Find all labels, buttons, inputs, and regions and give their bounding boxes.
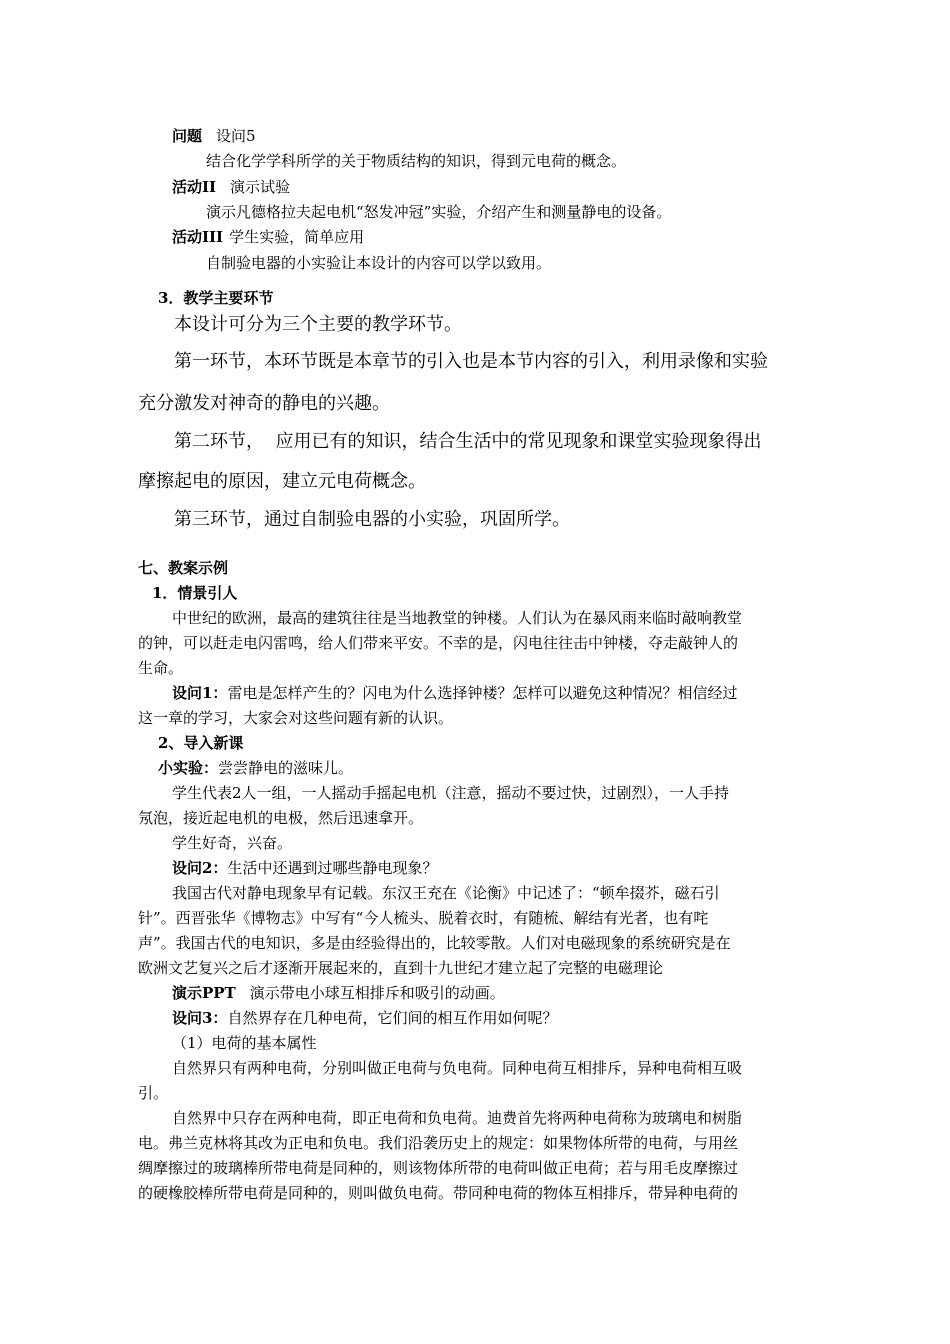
- paragraph-2-line-2: 氖泡，接近起电机的电极，然后迅速拿开。: [138, 809, 424, 827]
- question-2-text: 生活中还遇到过哪些静电现象？: [227, 859, 438, 877]
- paragraph-6-line-3: 绸摩擦过的玻璃棒所带电荷是同种的，则该物体所带的电荷叫做正电荷；若与用毛皮摩擦过: [138, 1159, 739, 1177]
- paragraph-1-line-1: 中世纪的欧洲，最高的建筑往往是当地教堂的钟楼。人们认为在暴风雨来临时敲响教堂: [172, 609, 743, 627]
- question-1-line-2: 这一章的学习，大家会对这些问题有新的认识。: [138, 709, 454, 727]
- section-3-intro: 本设计可分为三个主要的教学环节。: [174, 314, 462, 335]
- activity-2-text: 演示试验: [230, 178, 291, 196]
- paragraph-4-line-1: 我国古代对静电现象早有记载。东汉王充在《论衡》中记述了：“顿牟掇芥，磁石引: [172, 884, 720, 902]
- paragraph-5-line-2: 引。: [138, 1084, 169, 1102]
- section-7-heading: 七、教案示例: [138, 559, 229, 577]
- paragraph-4-line-2: 针”。西晋张华《博物志》中写有“今人梳头、脱着衣时，有随梳、解结有光者，也有咤: [138, 909, 709, 927]
- activity-2-body: 演示凡德格拉夫起电机“怒发冲冠”实验，介绍产生和测量静电的设备。: [206, 203, 672, 221]
- experiment-text: 尝尝静电的滋味儿。: [218, 759, 354, 777]
- question-2-label: 设问2：: [172, 859, 228, 877]
- paragraph-2-line-1: 学生代表2人一组，一人摇动手摇起电机（注意，摇动不要过快，过剧烈），一人手持: [172, 784, 730, 802]
- question-label: 问题: [172, 127, 203, 145]
- subsection-1-heading: 1．情景引人: [152, 584, 238, 602]
- paragraph-5-line-1: 自然界只有两种电荷，分别叫做正电荷与负电荷。同种电荷互相排斥，异种电荷相互吸: [172, 1059, 743, 1077]
- activity-3-line: [172, 227, 364, 247]
- question-3-line: [172, 1008, 557, 1028]
- activity-2-line: [172, 177, 290, 197]
- subsection-2-heading: 2、导入新课: [158, 734, 244, 752]
- section-3-heading: 3．教学主要环节: [158, 289, 274, 307]
- activity-3-body: 自制验电器的小实验让本设计的内容可以学以致用。: [206, 254, 552, 272]
- paragraph-4-line-4: 欧洲文艺复兴之后才逐渐开展起来的，直到十九世纪才建立起了完整的电磁理论: [138, 959, 664, 977]
- step-1-line-2: 充分激发对神奇的静电的兴趣。: [138, 393, 390, 414]
- activity-3-label: 活动III: [172, 228, 224, 246]
- paragraph-3: 学生好奇，兴奋。: [172, 834, 293, 852]
- activity-3-text: 学生实验，简单应用: [229, 228, 365, 246]
- question-1-line-1: [172, 683, 737, 703]
- paragraph-6-line-1: 自然界中只存在两种电荷，即正电荷和负电荷。迪费首先将两种电荷称为玻璃电和树脂: [172, 1109, 743, 1127]
- ppt-line: [172, 983, 505, 1003]
- question-3-text: 自然界存在几种电荷，它们间的相互作用如何呢？: [227, 1009, 558, 1027]
- step-1-line-1: 第一环节，本环节既是本章节的引入也是本节内容的引入，利用录像和实验: [174, 351, 768, 372]
- ppt-text: 演示带电小球互相排斥和吸引的动画。: [249, 984, 505, 1002]
- paragraph-6-line-2: 电。弗兰克林将其改为正电和负电。我们沿袭历史上的规定：如果物体所带的电荷，与用丝: [138, 1134, 739, 1152]
- ppt-label: 演示PPT: [172, 984, 236, 1002]
- question-1-label: 设问1：: [172, 684, 228, 702]
- paragraph-1-line-3: 生命。: [138, 659, 184, 677]
- step-3-line: 第三环节，通过自制验电器的小实验，巩固所学。: [174, 509, 570, 530]
- step-2-line-1: [174, 430, 761, 454]
- experiment-line: [158, 758, 353, 778]
- question-1-text: 雷电是怎样产生的？闪电为什么选择钟楼？怎样可以避免这种情况？相信经过: [227, 684, 738, 702]
- question-text: 设问5: [216, 127, 256, 145]
- step-2-text: 第二环节， 应用已有的知识，结合生活中的常见现象和课堂实验现象得出: [174, 431, 762, 452]
- step-2-line-2: 摩擦起电的原因，建立元电荷概念。: [138, 471, 426, 492]
- question-5-line: [172, 126, 256, 146]
- question-2-line: [172, 858, 437, 878]
- question-3-label: 设问3：: [172, 1009, 228, 1027]
- activity-2-label: 活动II: [172, 178, 217, 196]
- paragraph-1-line-2: 的钟，可以赶走电闪雷鸣，给人们带来平安。不幸的是，闪电往往击中钟楼，夺走敲钟人的: [138, 634, 739, 652]
- paragraph-6-line-4: 的硬橡胶棒所带电荷是同种的，则叫做负电荷。带同种电荷的物体互相排斥，带异种电荷的: [138, 1184, 739, 1202]
- paragraph-4-line-3: 声”。我国古代的电知识，多是由经验得出的，比较零散。人们对电磁现象的系统研究是在: [138, 934, 731, 952]
- experiment-label: 小实验：: [158, 759, 219, 777]
- question-5-body: 结合化学学科所学的关于物质结构的知识，得到元电荷的概念。: [206, 152, 627, 170]
- charge-attributes-heading: （1）电荷的基本属性: [172, 1034, 317, 1052]
